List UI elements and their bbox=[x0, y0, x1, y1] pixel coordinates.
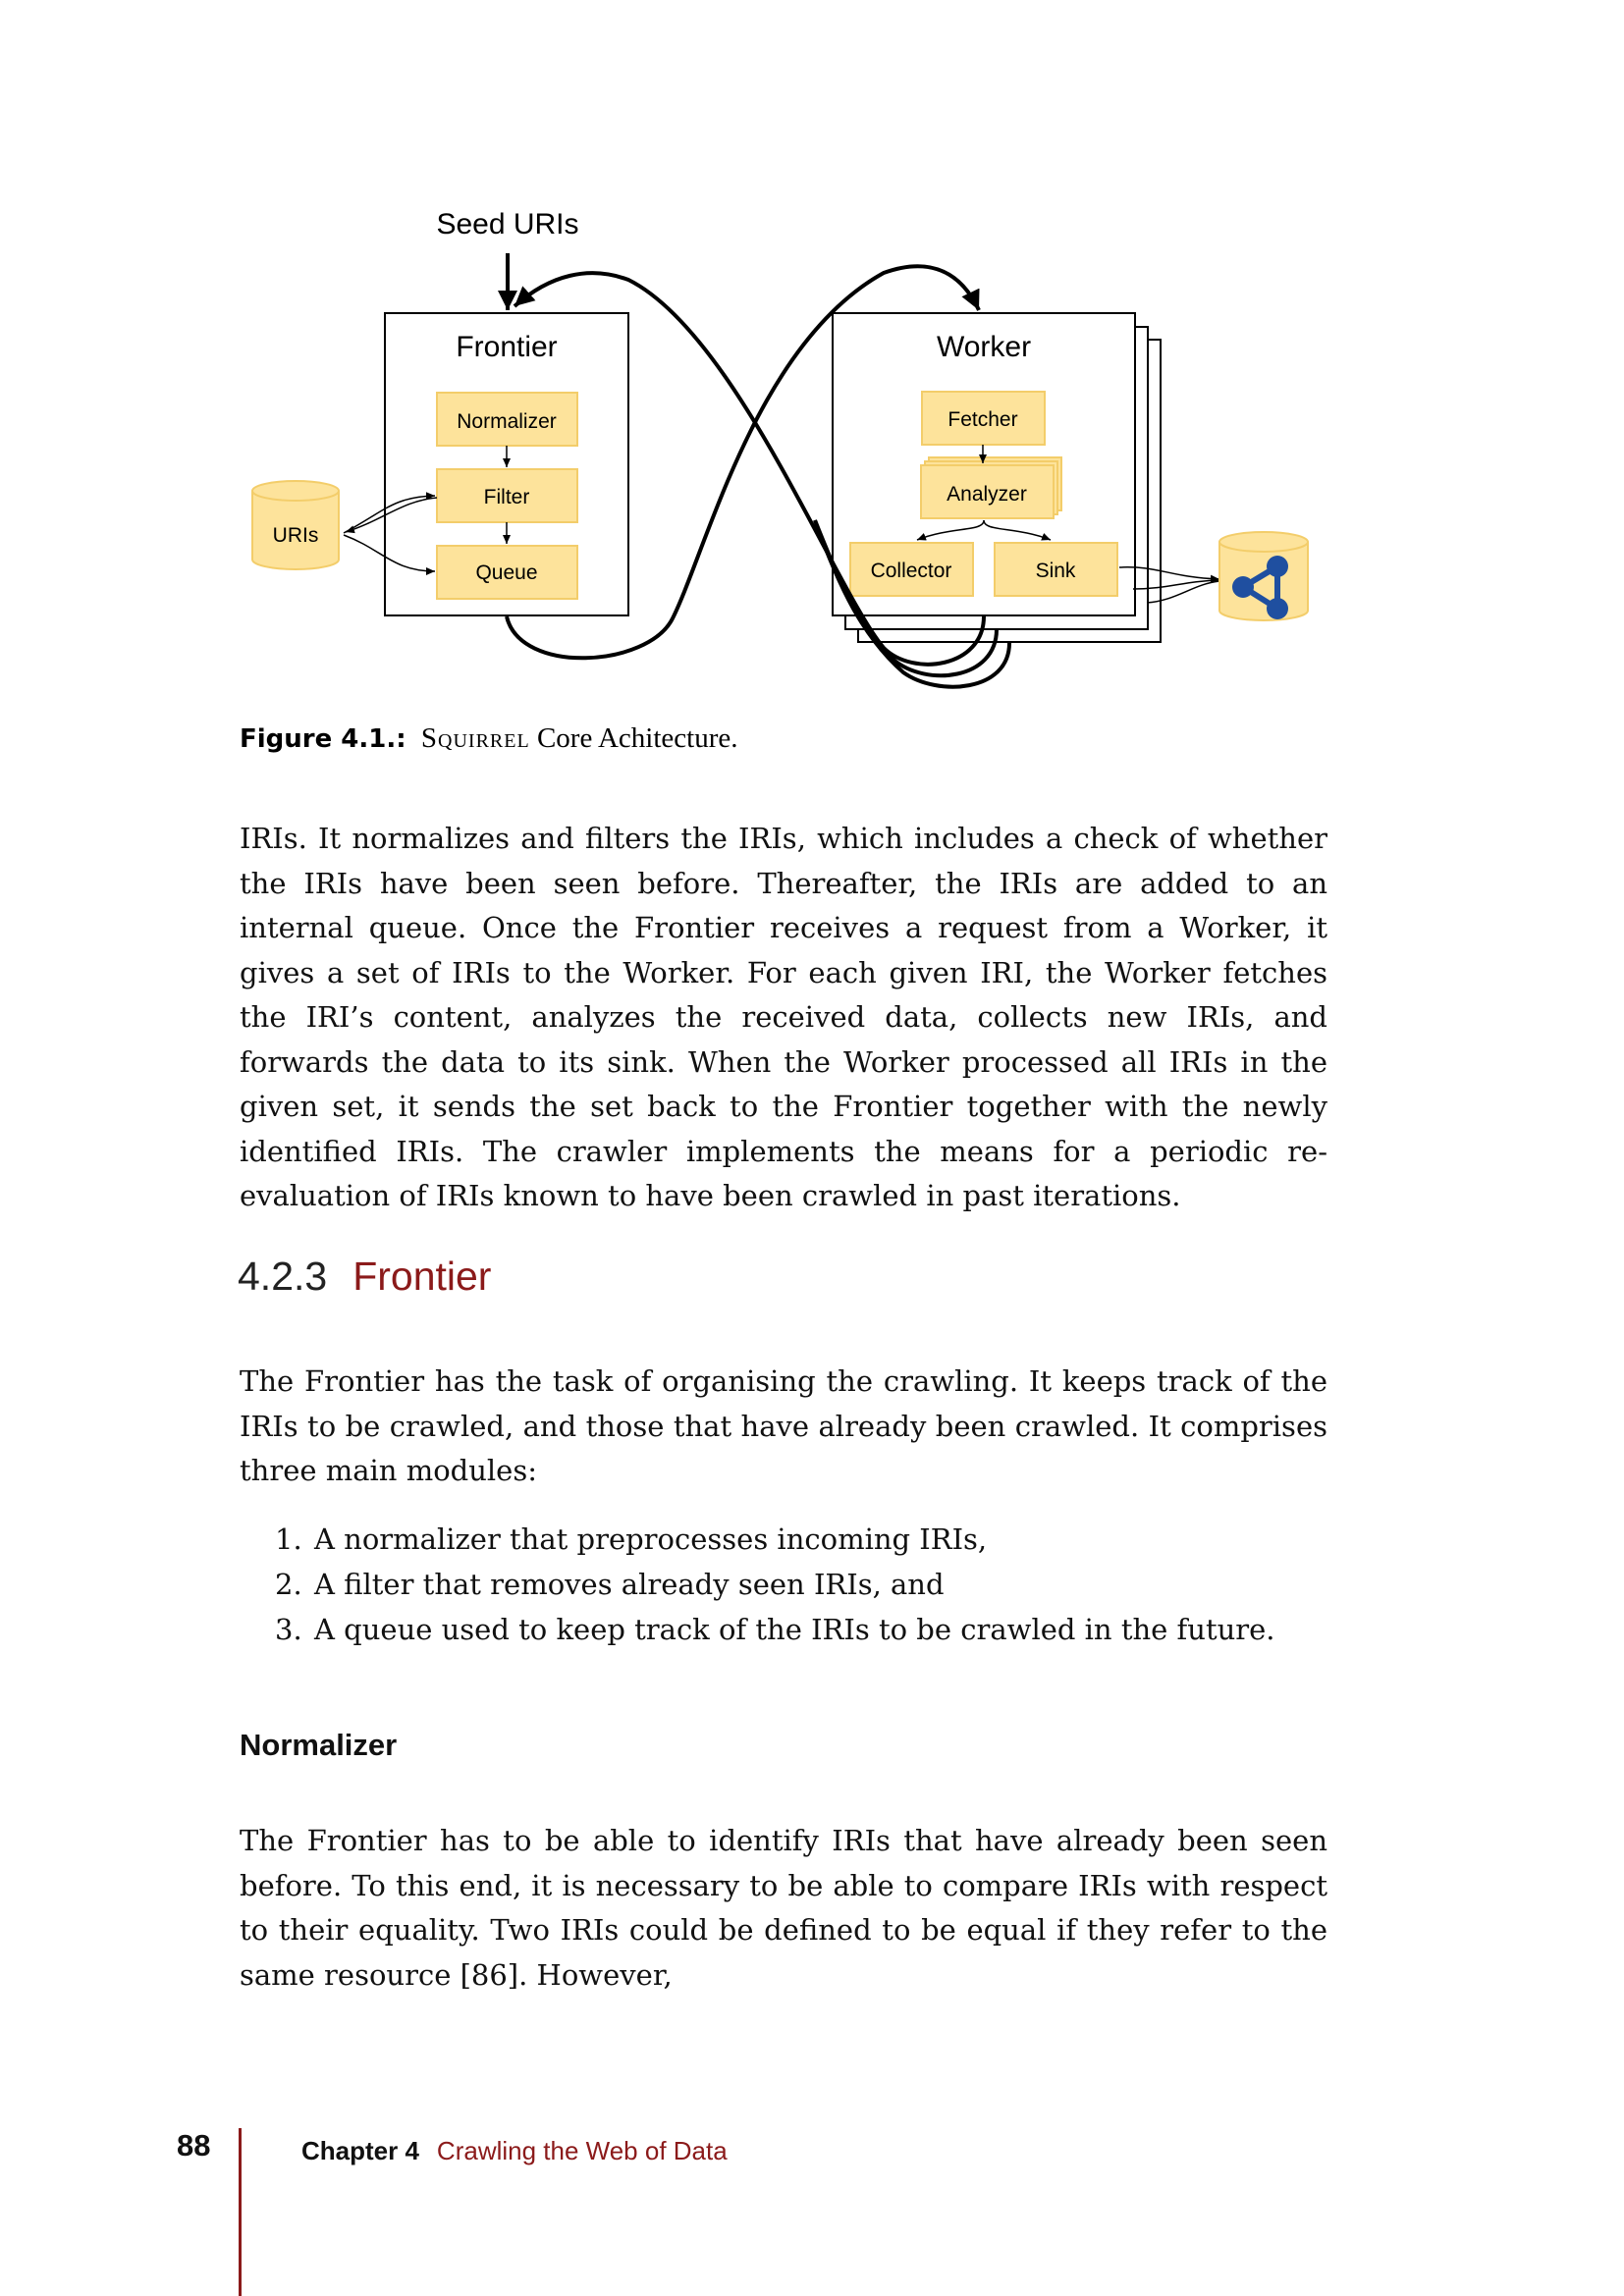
architecture-figure bbox=[226, 196, 1335, 697]
chapter-label: Chapter 4 bbox=[301, 2136, 419, 2165]
list-item: 3. A queue used to keep track of the IRIs to be crawled in the future. bbox=[275, 1613, 1275, 1646]
figure-label: Figure 4.1.: bbox=[240, 724, 406, 754]
body-paragraph-2: The Frontier has the task of organising the crawling. It keeps track of the IRIs to be crawled, and those that have already been crawled. It comprises three main modules: bbox=[240, 1364, 1327, 1487]
uris-database bbox=[252, 481, 339, 569]
section-number: 4.2.3 bbox=[238, 1254, 328, 1299]
subsection-heading: Normalizer bbox=[240, 1728, 398, 1762]
section-title: Frontier bbox=[352, 1254, 492, 1299]
filter-label: Filter bbox=[483, 486, 530, 508]
fetcher-label: Fetcher bbox=[947, 408, 1018, 431]
uris-label: URIs bbox=[272, 524, 319, 547]
sink-label: Sink bbox=[1035, 560, 1076, 582]
list-item: 1. A normalizer that preprocesses incoming IRIs, bbox=[275, 1522, 988, 1556]
seed-uris-label: Seed URIs bbox=[436, 208, 579, 240]
worker-title: Worker bbox=[936, 331, 1032, 363]
footer-rule bbox=[239, 2128, 242, 2296]
module-list bbox=[275, 1517, 1275, 1652]
normalizer-label: Normalizer bbox=[457, 410, 557, 433]
analyzer-label: Analyzer bbox=[947, 483, 1027, 506]
running-head bbox=[301, 2136, 728, 2166]
list-item: 2. A filter that removes already seen IRIs, and bbox=[275, 1568, 945, 1601]
page-number: 88 bbox=[177, 2128, 211, 2163]
queue-label: Queue bbox=[475, 561, 538, 584]
graph-database bbox=[1219, 532, 1308, 620]
system-name: Squirrel bbox=[420, 722, 530, 754]
section-heading bbox=[238, 1254, 491, 1300]
chapter-title: Crawling the Web of Data bbox=[436, 2136, 728, 2165]
collector-label: Collector bbox=[870, 560, 952, 582]
body-paragraph-3: The Frontier has to be able to identify IRIs that have already been seen before. To this end, it is necessary to be able to compare IRIs with respect to their equality. Two IRIs could be defined to be equal if they refer to the same resource [86]. However, bbox=[240, 1824, 1327, 1992]
caption-text: Core Achitecture. bbox=[536, 722, 738, 754]
figure-caption bbox=[240, 722, 737, 755]
frontier-title: Frontier bbox=[456, 331, 558, 363]
body-paragraph-1: IRIs. It normalizes and filters the IRIs, which includes a check of whether the IRIs have been seen before. Thereafter, the IRIs are added to an internal queue. Once the Frontier receives a request from a Worker, it gives a set of IRIs to the Worker. For each given IRI, the Worker fetches the IRI’s content, analyzes the received data, collects new IRIs, and forwards the data to its sink. When the Worker processed all IRIs in the given set, it sends the set back to the Frontier together with the newly identified IRIs. The crawler implements the means for a periodic re-evaluation of IRIs known to have been crawled in past iterations. bbox=[240, 822, 1327, 1212]
